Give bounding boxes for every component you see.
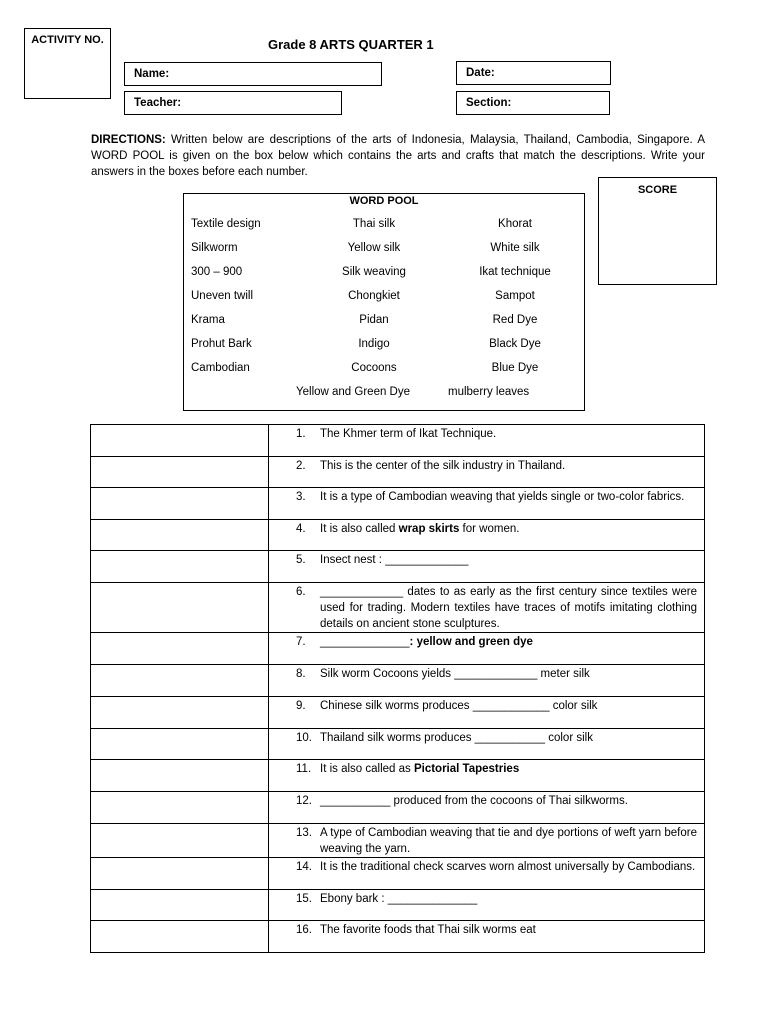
question-number: 11. bbox=[296, 763, 312, 775]
question-row bbox=[91, 425, 705, 457]
word-pool-item: Yellow silk bbox=[347, 242, 401, 254]
answer-box[interactable] bbox=[91, 520, 269, 551]
question-number: 13. bbox=[296, 827, 312, 839]
question-number: 2. bbox=[296, 460, 306, 472]
answer-box[interactable] bbox=[91, 488, 269, 520]
word-pool-item: Prohut Bark bbox=[191, 338, 252, 350]
question-row bbox=[91, 697, 705, 729]
question-text-part: for women. bbox=[459, 523, 520, 535]
word-pool-row bbox=[184, 362, 584, 380]
teacher-field[interactable] bbox=[124, 91, 342, 115]
question-text: ___________ produced from the cocoons of Thai silkworms. bbox=[320, 795, 628, 807]
question-number: 12. bbox=[296, 795, 312, 807]
question-row bbox=[91, 488, 705, 520]
question-row bbox=[91, 551, 705, 583]
word-pool bbox=[183, 193, 585, 411]
word-pool-row bbox=[184, 386, 584, 404]
word-pool-row bbox=[184, 314, 584, 332]
word-pool-item: Yellow and Green Dye bbox=[296, 386, 411, 398]
word-pool-item: 300 – 900 bbox=[191, 266, 243, 278]
question-number: 7. bbox=[296, 636, 306, 648]
question-row bbox=[91, 520, 705, 551]
question-text: Chinese silk worms produces ____________ color silk bbox=[320, 700, 598, 712]
word-pool-item: Thai silk bbox=[352, 218, 396, 230]
question-number: 16. bbox=[296, 924, 312, 936]
question-row bbox=[91, 633, 705, 665]
teacher-label: Teacher: bbox=[134, 97, 182, 109]
word-pool-item: Indigo bbox=[358, 338, 390, 350]
question-cell bbox=[269, 583, 705, 633]
question-row bbox=[91, 921, 705, 953]
question-cell bbox=[269, 890, 705, 921]
question-number: 10. bbox=[296, 732, 312, 744]
question-row bbox=[91, 792, 705, 824]
word-pool-row bbox=[184, 266, 584, 284]
question-row bbox=[91, 890, 705, 921]
answer-box[interactable] bbox=[91, 858, 269, 890]
section-label: Section: bbox=[466, 97, 512, 109]
question-text: It is a type of Cambodian weaving that yields single or two-color fabrics. bbox=[320, 491, 685, 503]
question-text: The favorite foods that Thai silk worms eat bbox=[320, 924, 536, 936]
word-pool-item: Cambodian bbox=[191, 362, 250, 374]
question-emphasis: Pictorial Tapestries bbox=[413, 763, 520, 775]
answer-box[interactable] bbox=[91, 921, 269, 953]
question-cell bbox=[269, 858, 705, 890]
answer-box[interactable] bbox=[91, 890, 269, 921]
question-row bbox=[91, 824, 705, 858]
question-text: Thailand silk worms produces ___________ color silk bbox=[320, 732, 593, 744]
directions-text: Written below are descriptions of the arts of Indonesia, Malaysia, Thailand, Cambodia, Singapore. A WORD POOL is given on the box below which contains the arts and crafts that match the descriptions. Write your answers in the boxes before each number. bbox=[91, 134, 705, 178]
word-pool-item: Khorat bbox=[498, 218, 532, 230]
question-number: 3. bbox=[296, 491, 306, 503]
word-pool-item: Uneven twill bbox=[191, 290, 253, 302]
name-label: Name: bbox=[134, 68, 170, 80]
answer-box[interactable] bbox=[91, 583, 269, 633]
question-number: 6. bbox=[296, 586, 306, 598]
question-row bbox=[91, 858, 705, 890]
question-row bbox=[91, 729, 705, 760]
answer-box[interactable] bbox=[91, 457, 269, 488]
question-text bbox=[320, 761, 697, 777]
answer-box[interactable] bbox=[91, 665, 269, 697]
word-pool-item: Krama bbox=[191, 314, 225, 326]
word-pool-row bbox=[184, 290, 584, 308]
page-title: Grade 8 ARTS QUARTER 1 bbox=[268, 37, 434, 52]
question-text: This is the center of the silk industry in Thailand. bbox=[320, 460, 566, 472]
date-label: Date: bbox=[466, 67, 495, 79]
question-text: It is the traditional check scarves worn almost universally by Cambodians. bbox=[320, 861, 696, 873]
question-row bbox=[91, 760, 705, 792]
word-pool-item: mulberry leaves bbox=[448, 386, 530, 398]
word-pool-item: Cocoons bbox=[351, 362, 397, 374]
question-text-part: It is also called as bbox=[320, 763, 414, 775]
word-pool-item: Blue Dye bbox=[491, 362, 539, 374]
question-cell bbox=[269, 457, 705, 488]
word-pool-item: Ikat technique bbox=[479, 266, 551, 278]
activity-number-box bbox=[24, 28, 111, 99]
word-pool-item: Red Dye bbox=[492, 314, 538, 326]
score-box[interactable] bbox=[598, 177, 717, 285]
word-pool-item: Silkworm bbox=[191, 242, 238, 254]
question-emphasis: : yellow and green dye bbox=[409, 636, 533, 648]
question-text bbox=[320, 521, 697, 537]
answer-box[interactable] bbox=[91, 792, 269, 824]
question-text: A type of Cambodian weaving that tie and dye portions of weft yarn before weaving the yarn. bbox=[320, 827, 697, 855]
answer-box[interactable] bbox=[91, 729, 269, 760]
answer-box[interactable] bbox=[91, 697, 269, 729]
answer-box[interactable] bbox=[91, 551, 269, 583]
question-number: 1. bbox=[296, 428, 306, 440]
answer-box[interactable] bbox=[91, 425, 269, 457]
question-emphasis: wrap skirts bbox=[398, 523, 460, 535]
word-pool-item: Chongkiet bbox=[348, 290, 400, 302]
question-number: 15. bbox=[296, 893, 312, 905]
word-pool-title: WORD POOL bbox=[349, 195, 419, 207]
question-number: 4. bbox=[296, 523, 306, 535]
question-cell bbox=[269, 633, 705, 665]
section-field[interactable] bbox=[456, 91, 610, 115]
question-cell bbox=[269, 760, 705, 792]
question-text-part: It is also called bbox=[320, 523, 399, 535]
directions bbox=[91, 132, 705, 180]
questions-table bbox=[90, 424, 705, 953]
word-pool-item: Black Dye bbox=[489, 338, 541, 350]
question-cell bbox=[269, 921, 705, 953]
word-pool-row bbox=[184, 338, 584, 356]
word-pool-item: White silk bbox=[490, 242, 540, 254]
word-pool-row bbox=[184, 218, 584, 236]
question-text bbox=[320, 634, 697, 650]
date-field[interactable] bbox=[456, 61, 611, 85]
name-field[interactable] bbox=[124, 62, 382, 86]
question-cell bbox=[269, 792, 705, 824]
answer-box[interactable] bbox=[91, 633, 269, 665]
question-cell bbox=[269, 729, 705, 760]
word-pool-item: Silk weaving bbox=[342, 266, 406, 278]
question-number: 9. bbox=[296, 700, 306, 712]
word-pool-item: Textile design bbox=[191, 218, 261, 230]
question-text: Insect nest : _____________ bbox=[320, 554, 469, 566]
word-pool-item: Sampot bbox=[495, 290, 535, 302]
question-cell bbox=[269, 551, 705, 583]
question-number: 8. bbox=[296, 668, 306, 680]
question-row bbox=[91, 665, 705, 697]
answer-box[interactable] bbox=[91, 824, 269, 858]
score-label: SCORE bbox=[637, 184, 678, 196]
question-text: _____________ dates to as early as the first century since textiles were used for trading. Modern textiles have traces of motifs imitating clothing details on ancient stone sculptures. bbox=[320, 586, 697, 630]
question-text: Silk worm Cocoons yields _____________ meter silk bbox=[320, 668, 590, 680]
question-text-part: ______________ bbox=[320, 636, 410, 648]
question-text: Ebony bark : ______________ bbox=[320, 893, 478, 905]
question-cell bbox=[269, 697, 705, 729]
answer-box[interactable] bbox=[91, 760, 269, 792]
question-number: 14. bbox=[296, 861, 312, 873]
activity-label: ACTIVITY NO. bbox=[31, 34, 104, 46]
question-number: 5. bbox=[296, 554, 306, 566]
word-pool-item: Pidan bbox=[359, 314, 389, 326]
question-row bbox=[91, 583, 705, 633]
question-cell bbox=[269, 824, 705, 858]
question-text: The Khmer term of Ikat Technique. bbox=[320, 428, 497, 440]
question-cell bbox=[269, 425, 705, 457]
question-cell bbox=[269, 520, 705, 551]
question-cell bbox=[269, 488, 705, 520]
word-pool-row bbox=[184, 242, 584, 260]
directions-label: DIRECTIONS: bbox=[91, 134, 166, 146]
question-row bbox=[91, 457, 705, 488]
question-cell bbox=[269, 665, 705, 697]
